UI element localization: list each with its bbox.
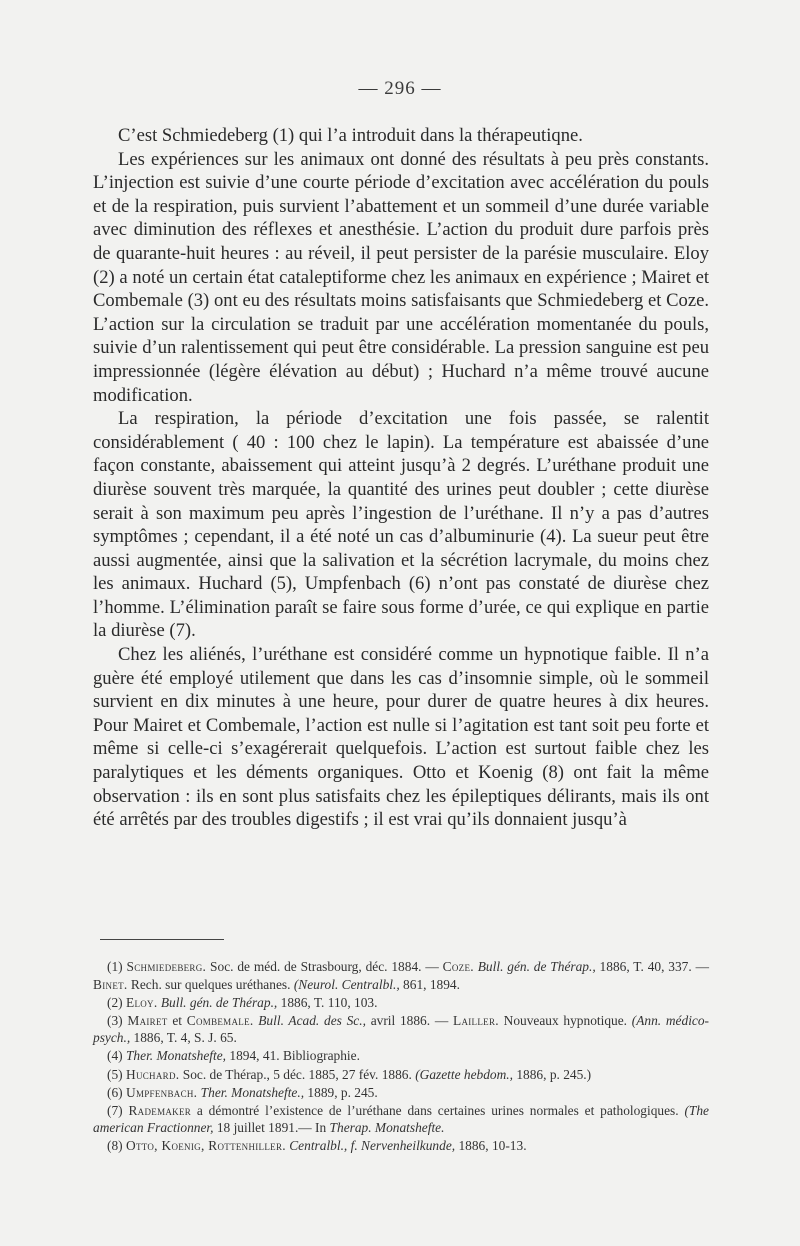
footnote-5: (5) Huchard. Soc. de Thérap., 5 déc. 1885, 27 fév. 1886. (Gazette hebdom., 1886, p. 245.) xyxy=(107,1066,592,1082)
paragraph: Les expériences sur les animaux ont donné des résultats à peu près constants. L’injection est suivie d’une courte période d’excitation avec accélération du pouls et de la respiration, puis survient l’abattement et un sommeil d’une durée variable avec diminution des réflexes et anesthésie. L’action du produit dure parfois près de quarante-huit heures : au réveil, il peut persister de la parésie musculaire. Eloy (2) a noté un certain état cataleptiforme chez les animaux en expérience ; Mairet et Combemale (3) ont eu des résultats moins satisfaisants que Schmiedeberg et Coze. L’action sur la circulation se traduit par une accélération momentanée du pouls, suivie d’un ralentissement qui peut être considérable. La pression sanguine est peu impressionnée (légère élévation au début) ; Huchard n’a même trouvé aucune modification. xyxy=(93,148,709,406)
footnote-journal: Centralbl., f. Nervenheilkunde, xyxy=(285,1138,456,1154)
footnote-author: Rademaker xyxy=(128,1102,192,1118)
footnote-author: Coze. xyxy=(442,959,474,974)
footnote-journal: (Neurol. Centralbl., xyxy=(293,976,400,992)
footnote-divider xyxy=(100,939,224,940)
footnote-author: Schmiedeberg. xyxy=(126,959,207,974)
footnote-1: (1) Schmiedeberg. Soc. de méd. de Strasbourg, déc. 1884. — Coze. Bull. gén. de Thérap., 1886, T. 40, 337. — Binet. Rech. sur quelques uréthanes. (Neurol. Centralbl., 861, 1894. xyxy=(93,959,709,992)
footnote-journal: Ther. Monatshefte., xyxy=(197,1084,305,1100)
footnote-4: (4) Ther. Monatshefte, 1894, 41. Bibliographie. xyxy=(107,1048,360,1064)
footnote-journal: Therap. Monatshefte. xyxy=(329,1120,445,1136)
footnote-journal: (Ann. médico-psych., xyxy=(93,1012,710,1046)
footnote-author: Combemale. xyxy=(186,1012,254,1028)
footnote-number: (7) xyxy=(107,1102,123,1118)
footnote-author: Huchard. xyxy=(125,1066,180,1082)
paragraph: Chez les aliénés, l’uréthane est considéré comme un hypnotique faible. Il n’a guère été employé utilement que dans les cas d’insomnie simple, où le sommeil survient en dix minutes à une heure, pour durer de quatre heures à dix heures. Pour Mairet et Combemale, l’action est nulle si l’agitation est tant soit peu forte et même si celle-ci s’exagérerait quelquefois. L’action est surtout faible chez les paralytiques et les déments organiques. Otto et Koenig (8) ont fait la même observation : ils en sont plus satisfaits chez les épileptiques délirants, mais ils ont été arrêtés par des troubles digestifs ; il est vrai qu’ils donnaient jusqu’à xyxy=(93,644,709,831)
footnote-author: Otto, Koenig, Rottenhiller. xyxy=(125,1138,286,1154)
footnote-number: (6) xyxy=(107,1084,123,1100)
footnote-journal: Ther. Monatshefte, xyxy=(125,1048,227,1064)
footnote-journal: (The american Fractionner, xyxy=(93,1102,709,1136)
footnote-journal: Bull. gén. de Thérap., xyxy=(157,994,278,1010)
footnote-7: (7) Rademaker a démontré l’existence de l’uréthane dans certaines urines normales et pathologiques. (The american Fractionner, 18 juillet 1891.— In Therap. Monatshefte. xyxy=(93,1102,709,1136)
page-number: — 296 — xyxy=(358,78,442,99)
footnote-number: (1) xyxy=(107,959,123,974)
footnote-number: (2) xyxy=(107,994,123,1010)
footnote-number: (8) xyxy=(107,1138,123,1154)
footnote-3: (3) Mairet et Combemale. Bull. Acad. des Sc., avril 1886. — Lailler. Nouveaux hypnotique. (Ann. médico-psych., 1886, T. 4, S. J. 65. xyxy=(93,1012,710,1046)
main-text xyxy=(93,124,709,832)
footnote-journal: Bull. gén. de Thérap., xyxy=(473,959,596,974)
footnote-author: Lailler. xyxy=(452,1012,499,1028)
paragraph: C’est Schmiedeberg (1) qui l’a introduit dans la thérapeutiqne. xyxy=(118,125,583,146)
footnote-author: Binet. xyxy=(93,976,128,992)
footnote-number: (4) xyxy=(107,1048,123,1064)
footnote-number: (3) xyxy=(107,1012,123,1028)
footnote-8: (8) Otto, Koenig, Rottenhiller. Centralbl., f. Nervenheilkunde, 1886, 10-13. xyxy=(107,1138,527,1154)
footnote-journal: Bull. Acad. des Sc., xyxy=(253,1012,366,1028)
footnote-6: (6) Umpfenbach. Ther. Monatshefte., 1889, p. 245. xyxy=(107,1084,378,1100)
footnote-author: Mairet xyxy=(127,1012,168,1028)
footnote-number: (5) xyxy=(107,1066,123,1082)
footnotes xyxy=(93,958,709,1156)
footnote-2: (2) Eloy. Bull. gén. de Thérap., 1886, T. 110, 103. xyxy=(107,994,378,1010)
footnote-author: Umpfenbach. xyxy=(125,1084,198,1100)
footnote-journal: (Gazette hebdom., xyxy=(415,1066,513,1082)
footnote-author: Eloy. xyxy=(125,994,158,1010)
paragraph: La respiration, la période d’excitation une fois passée, se ralentit considérablement ( 40 : 100 chez le lapin). La température est abaissée d’une façon constante, abaissement qui atteint jusqu’à 2 degrés. L’uréthane produit une diurèse souvent très marquée, la quantité des urines peut doubler ; cette diurèse serait à son maximum peu après l’ingestion de l’uréthane. Il n’y a pas d’autres symptômes ; cependant, il a été noté un cas d’albuminurie (4). La sueur peut être aussi augmentée, ainsi que la salivation et la sécrétion lacrymale, du moins chez les animaux. Huchard (5), Umpfenbach (6) n’ont pas constaté de diurèse chez l’homme. L’élimination paraît se faire sous forme d’urée, ce qui explique en partie la diurèse (7). xyxy=(93,408,709,642)
